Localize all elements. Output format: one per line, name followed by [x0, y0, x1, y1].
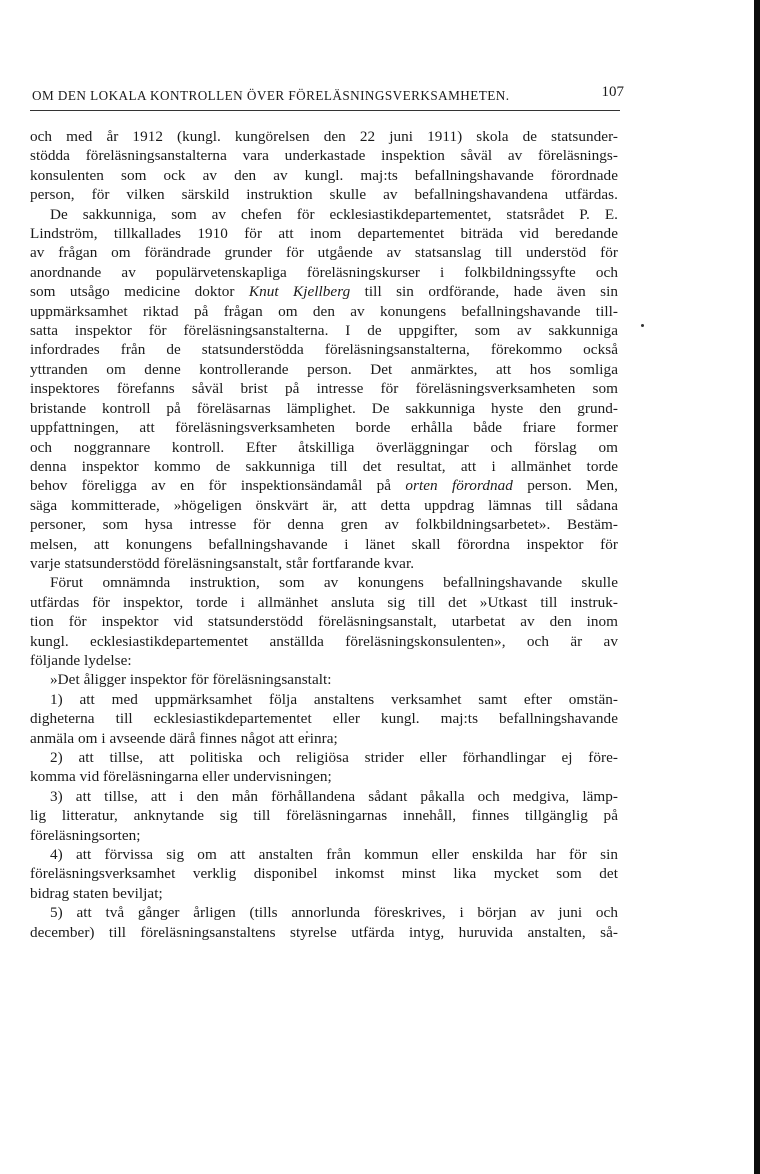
text-line: melsen, att konungens befallningshavande i länet skall förordna inspektor för — [30, 535, 618, 553]
text-line: uppmärksamhet riktad på frågan om den av konungens befallningshavande till- — [30, 302, 618, 320]
text-line: digheterna till ecklesiastikdepartementet eller kungl. maj:ts befallningshavande — [30, 710, 618, 728]
text-line: föreläsningsorten; — [30, 826, 141, 844]
text-line: konsulenten som ock av den av kungl. maj:ts befallningshavande förordnade — [30, 166, 618, 184]
text-line: som utsågo medicine doktor Knut Kjellberg till sin ordförande, hade även sin — [30, 283, 618, 301]
text-line: och med år 1912 (kungl. kungörelsen den 22 juni 1911) skola de statsunder- — [30, 128, 618, 145]
text-line: föreläsningsverksamhet verklig disponibel inkomst minst lika mycket som det — [30, 865, 618, 883]
text-line: 1) att med uppmärksamhet följa anstaltens verksamhet samt efter omstän- — [50, 690, 618, 708]
scan-edge — [754, 0, 760, 1174]
text-line: behov föreligga av en för inspektionsändamål på orten förordnad person. Men, — [30, 477, 618, 495]
text-line: denna inspektor kommo de sakkunniga till det resultat, att i allmänhet torde — [30, 457, 618, 475]
text-line: och noggrannare kontroll. Efter åtskilliga överläggningar och förslag om — [30, 438, 618, 456]
text-line: utfärdas för inspektor, torde i allmänhet ansluta sig till det »Utkast till instruk- — [30, 593, 618, 611]
running-head — [30, 84, 624, 108]
text-line: varje statsunderstödd föreläsningsanstalt, står fortfarande kvar. — [30, 554, 415, 572]
text-line: bidrag staten beviljat; — [30, 884, 163, 902]
text-line: lig litteratur, anknytande sig till föreläsningarnas innehåll, finnes tillgänglig på — [30, 807, 618, 825]
text-line: säga kommitterade, »högeligen önskvärt är, att detta uppdrag lämnas till sådana — [30, 496, 618, 514]
text-line: satta inspektor för föreläsningsanstalterna. I de uppgifter, som av sakkunniga — [30, 322, 618, 340]
body-text — [30, 127, 618, 942]
text-line: infordrades från de statsunderstödda föreläsningsanstalterna, förekommo också — [30, 341, 618, 359]
text-line: uppfattningen, att föreläsningsverksamheten borde erhålla både friare former — [30, 419, 618, 437]
text-line: bristande kontroll på föreläsarnas lämplighet. De sakkunniga hyste den grund- — [30, 399, 618, 417]
text-line: »Det åligger inspektor för föreläsningsanstalt: — [50, 671, 332, 689]
text-line: personer, som hysa intresse för denna gren av folkbildningsarbetet». Bestäm- — [30, 516, 618, 534]
text-line: av frågan om förändrade grunder för utgående av statsanslag till understöd för — [30, 244, 618, 262]
text-line: De sakkunniga, som av chefen för ecklesiastikdepartementet, statsrådet P. E. — [50, 205, 618, 223]
text-line: 2) att tillse, att politiska och religiösa strider eller förhandlingar ej före- — [50, 749, 618, 766]
text-line: kungl. ecklesiastikdepartementet anställda föreläsningskonsulenten», och är av — [30, 632, 618, 650]
text-line: stödda föreläsningsanstalterna vara underkastade inspektion såväl av föreläsnings- — [30, 147, 618, 165]
page-number: 107 — [601, 84, 624, 100]
text-line: december) till föreläsningsanstaltens styrelse utfärda intyg, huruvida anstalten, så- — [30, 923, 618, 941]
page — [30, 84, 624, 942]
text-line: inspektores förefanns såväl brist på intresse för föreläsningsverksamheten som — [30, 380, 618, 398]
stray-mark — [641, 324, 644, 327]
text-line: 3) att tillse, att i den mån förhållandena sådant påkalla och medgiva, lämp- — [50, 787, 618, 805]
text-line: 5) att två gånger årligen (tills annorlunda föreskrives, i början av juni och — [50, 904, 618, 922]
text-line: Förut omnämnda instruktion, som av konungens befallningshavande skulle — [50, 574, 618, 592]
text-line: Lindström, tillkallades 1910 för att inom departementet biträda vid beredande — [30, 225, 618, 243]
text-line: följande lydelse: — [30, 651, 132, 669]
header-rule — [30, 110, 620, 111]
text-line: tion för inspektor vid statsunderstödd föreläsningsanstalt, utarbetat av den inom — [30, 613, 618, 631]
text-line: 4) att förvissa sig om att anstalten från kommun eller enskilda har för sin — [50, 846, 618, 864]
text-line: anordnande av populärvetenskapliga föreläsningskurser i folkbildningssyfte och — [30, 263, 618, 281]
text-line: yttranden om denne kontrollerande person. Det anmärktes, att hos somliga — [30, 360, 618, 378]
text-line: komma vid föreläsningarna eller undervisningen; — [30, 768, 332, 786]
running-head-title: OM DEN LOKALA KONTROLLEN ÖVER FÖRELÄSNINGSVERKSAMHETEN. — [32, 88, 510, 103]
text-line: anmäla om i avseende därå finnes något att erinra; — [30, 729, 338, 747]
text-line: person, för vilken särskild instruktion skulle av befallningshavandena utfärdas. — [30, 186, 618, 204]
